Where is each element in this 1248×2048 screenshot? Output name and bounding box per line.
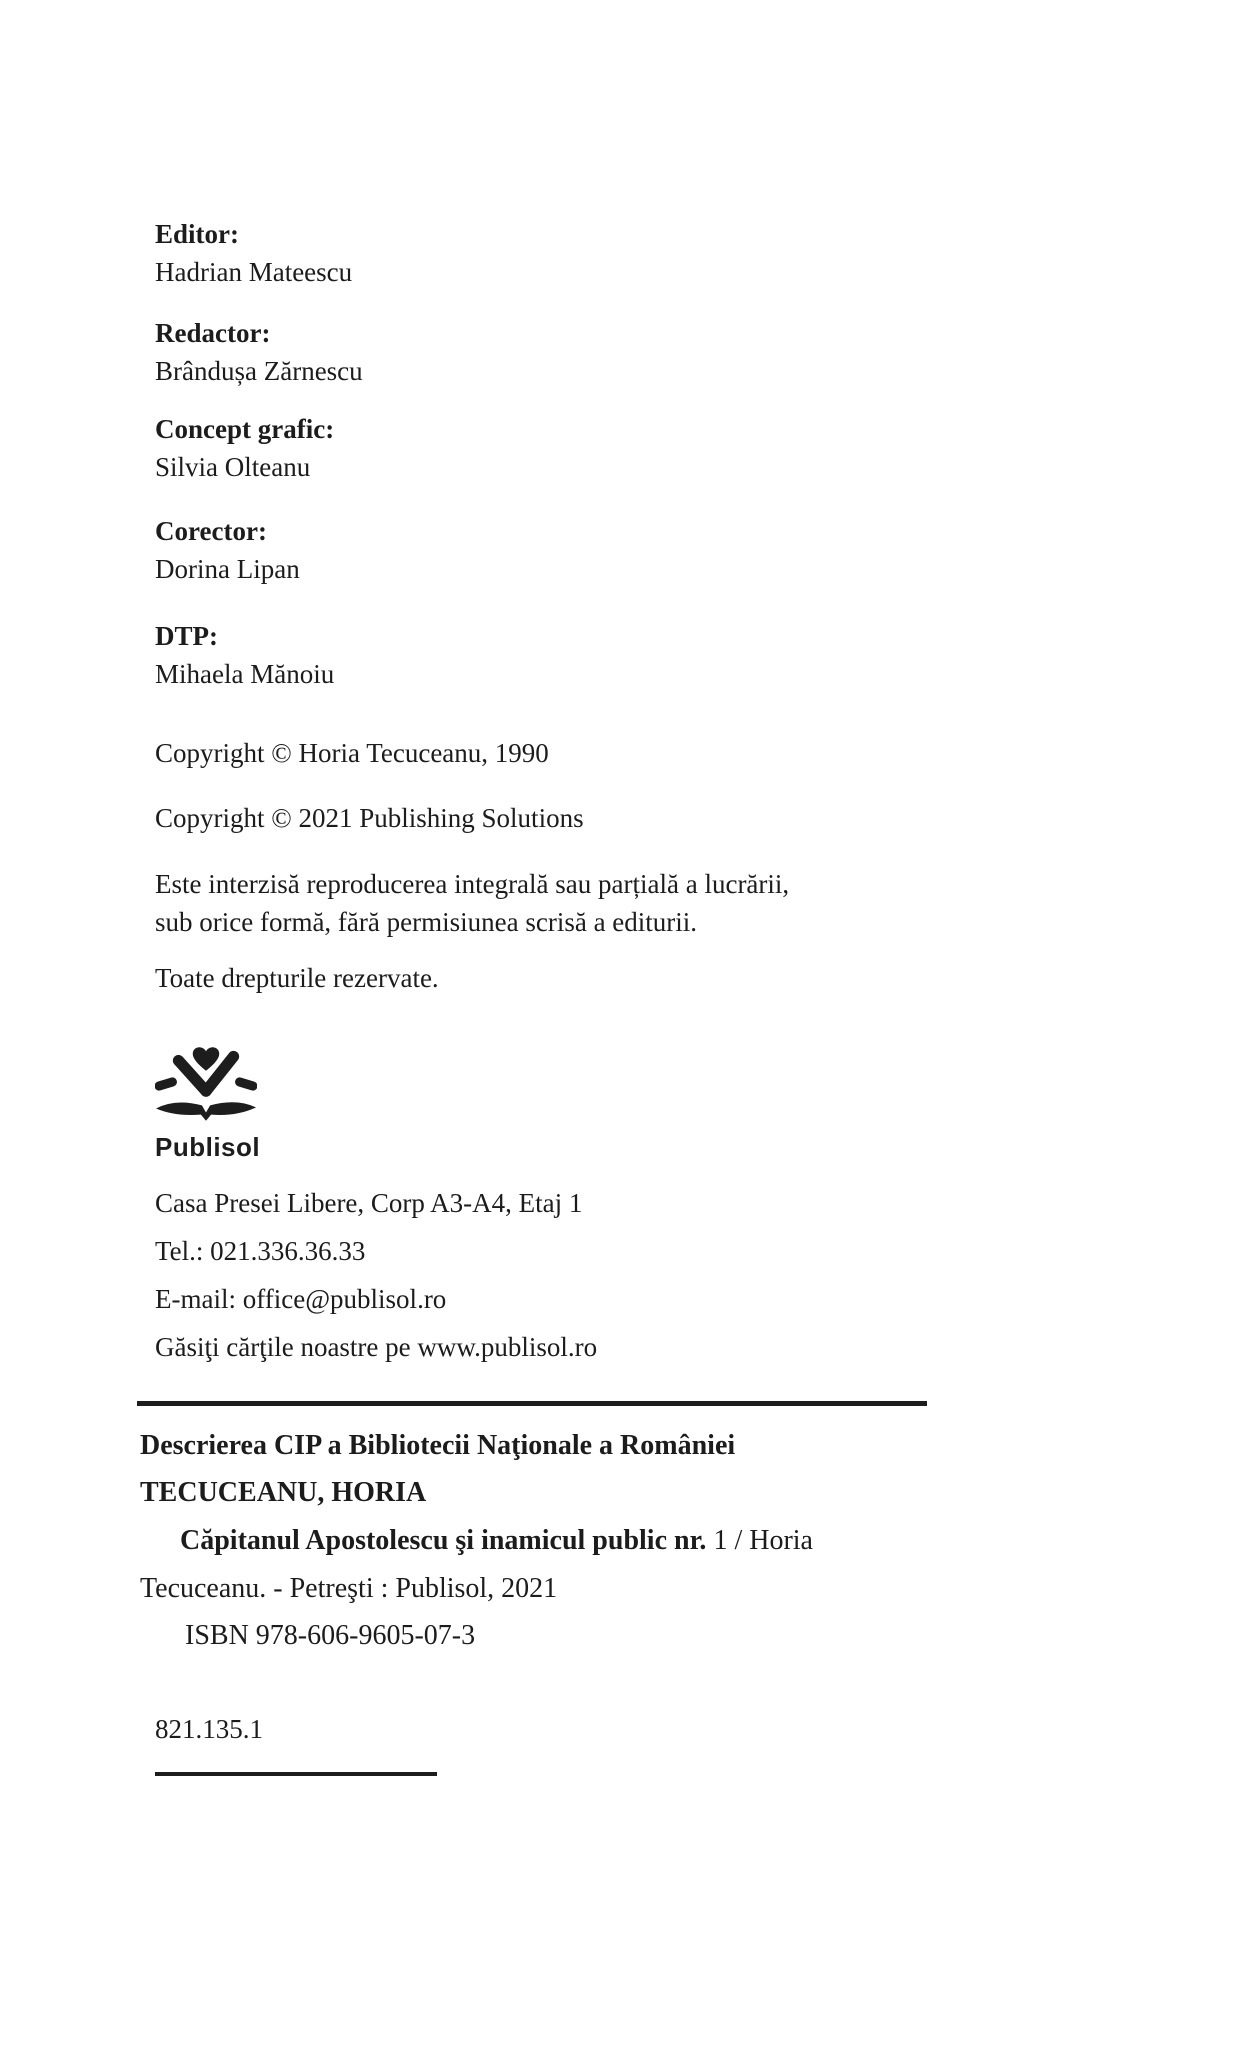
publisher-website-line: Găsiţi cărţile noastre pe www.publisol.ro	[155, 1332, 598, 1362]
rights-reserved: Toate drepturile rezervate.	[155, 963, 439, 993]
credit-concept-grafic	[155, 410, 334, 486]
credit-role: DTP:	[155, 621, 218, 651]
cip-isbn: ISBN 978-606-9605-07-3	[185, 1620, 476, 1651]
publisher-phone: Tel.: 021.336.36.33	[155, 1236, 366, 1266]
cip-bottom-divider	[155, 1772, 437, 1776]
cip-author: TECUCEANU, HORIA	[140, 1477, 427, 1508]
credit-name: Mihaela Mănoiu	[155, 659, 335, 689]
rights-notice	[155, 865, 789, 941]
cip-udc: 821.135.1	[155, 1714, 263, 1744]
publisol-heart-book-icon	[155, 1044, 257, 1124]
publisol-wordmark: Publisol	[155, 1132, 261, 1162]
publisher-email: E-mail: office@publisol.ro	[155, 1284, 447, 1314]
credit-role: Redactor:	[155, 318, 271, 348]
cip-heading: Descrierea CIP a Bibliotecii Naţionale a României	[140, 1430, 736, 1461]
credit-role: Concept grafic:	[155, 414, 335, 444]
publisher-contact	[155, 1179, 597, 1371]
rights-notice-line1: Este interzisă reproducerea integrală sau parțială a lucrării,	[155, 869, 790, 899]
cip-publication: Tecuceanu. - Petreşti : Publisol, 2021	[140, 1573, 558, 1604]
rights-notice-line2: sub orice formă, fără permisiunea scrisă a editurii.	[155, 907, 698, 937]
publisher-address: Casa Presei Libere, Corp A3-A4, Etaj 1	[155, 1188, 583, 1218]
publisher-logo	[155, 1044, 260, 1163]
credit-role: Editor:	[155, 219, 239, 249]
cip-title-bold: Căpitanul Apostolescu şi inamicul public nr.	[180, 1525, 707, 1556]
credit-name: Brândușa Zărnescu	[155, 356, 363, 386]
cip-title-rest: 1 / Horia	[706, 1525, 813, 1556]
credit-name: Hadrian Mateescu	[155, 257, 353, 287]
credit-name: Dorina Lipan	[155, 554, 300, 584]
credit-redactor	[155, 314, 363, 390]
credit-corector	[155, 512, 300, 588]
credit-editor	[155, 215, 352, 291]
cip-title-line	[180, 1517, 813, 1565]
copyright-line-1990: Copyright © Horia Tecuceanu, 1990	[155, 738, 549, 768]
credit-name: Silvia Olteanu	[155, 452, 311, 482]
copyright-line-2021: Copyright © 2021 Publishing Solutions	[155, 803, 584, 833]
credit-role: Corector:	[155, 516, 267, 546]
credit-dtp	[155, 617, 334, 693]
cip-top-divider	[137, 1401, 927, 1406]
